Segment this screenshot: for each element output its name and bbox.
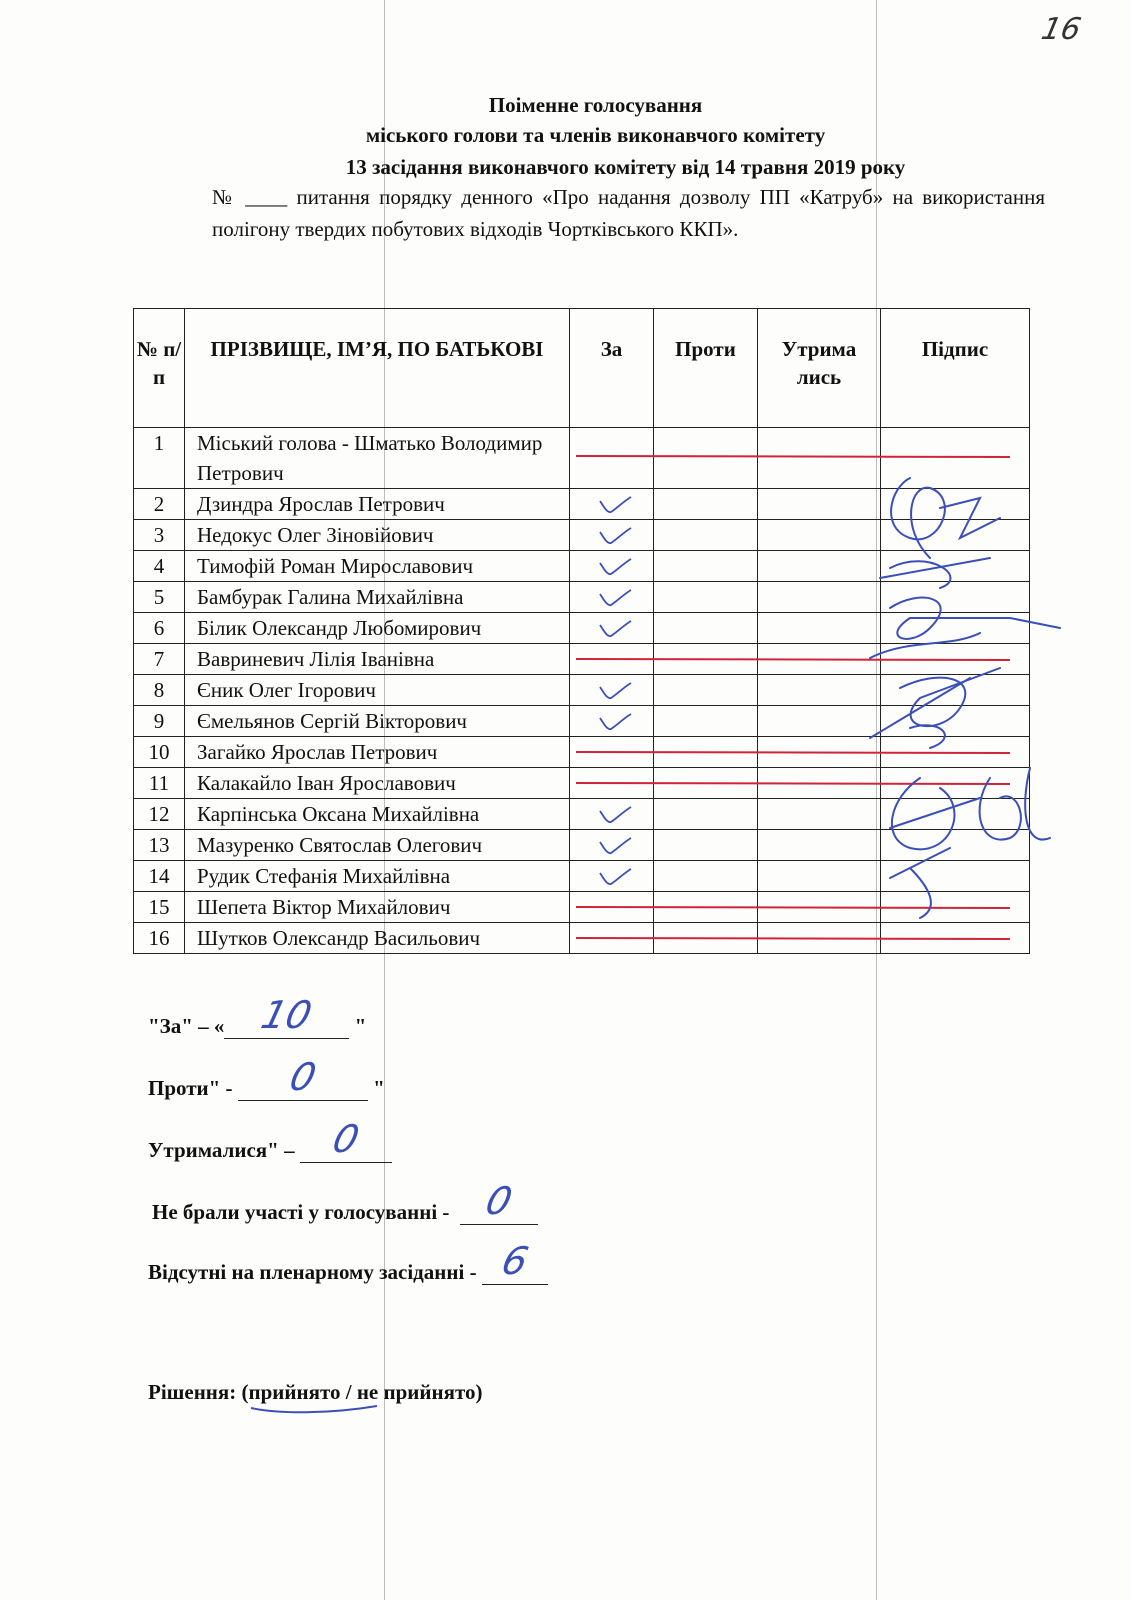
member-name: Вавриневич Лілія Іванівна bbox=[185, 644, 570, 675]
table-row bbox=[134, 923, 1030, 954]
member-name: Міський голова - Шматько Володимир Петрович bbox=[185, 428, 570, 489]
signature-cell bbox=[881, 582, 1030, 613]
vote-abstained-cell bbox=[758, 923, 881, 954]
header-against: Проти bbox=[654, 309, 758, 428]
member-name: Калакайло Іван Ярославович bbox=[185, 768, 570, 799]
summary-not-voting-field bbox=[460, 1179, 538, 1225]
member-name: Шепета Віктор Михайлович bbox=[185, 892, 570, 923]
summary-absent-field bbox=[482, 1239, 548, 1285]
summary-not-voting-label: Не брали участі у голосуванні - bbox=[152, 1200, 450, 1224]
table-row bbox=[134, 520, 1030, 551]
vote-abstained-cell bbox=[758, 644, 881, 675]
vote-table bbox=[133, 308, 1030, 954]
vote-against-cell bbox=[654, 830, 758, 861]
member-name: Ємельянов Сергій Вікторович bbox=[185, 706, 570, 737]
checkmark-icon bbox=[598, 867, 632, 887]
signature-cell bbox=[881, 923, 1030, 954]
row-number: 6 bbox=[134, 613, 185, 644]
row-number: 13 bbox=[134, 830, 185, 861]
row-number: 11 bbox=[134, 768, 185, 799]
vote-against-cell bbox=[654, 861, 758, 892]
signature-cell bbox=[881, 768, 1030, 799]
vote-against-cell bbox=[654, 892, 758, 923]
member-name: Шутков Олександр Васильович bbox=[185, 923, 570, 954]
table-row bbox=[134, 644, 1030, 675]
table-row bbox=[134, 613, 1030, 644]
decision-open: ( bbox=[241, 1380, 249, 1404]
summary-against-close: " bbox=[373, 1076, 385, 1100]
row-number: 9 bbox=[134, 706, 185, 737]
vote-against-cell bbox=[654, 644, 758, 675]
row-number: 10 bbox=[134, 737, 185, 768]
summary-abstained-line bbox=[148, 1117, 392, 1163]
summary-against-label: Проти" - bbox=[148, 1076, 233, 1100]
signature-cell bbox=[881, 861, 1030, 892]
signature-cell bbox=[881, 737, 1030, 768]
vote-for-cell bbox=[570, 613, 654, 644]
row-number: 12 bbox=[134, 799, 185, 830]
summary-not-voting-line bbox=[152, 1179, 538, 1225]
vote-abstained-cell bbox=[758, 675, 881, 706]
vote-for-cell bbox=[570, 830, 654, 861]
signature-cell bbox=[881, 799, 1030, 830]
summary-abstained-value: 0 bbox=[328, 1117, 364, 1161]
table-row bbox=[134, 892, 1030, 923]
table-row bbox=[134, 737, 1030, 768]
checkmark-icon bbox=[598, 619, 632, 639]
table-row bbox=[134, 768, 1030, 799]
header-abstained: Утрима лись bbox=[758, 309, 881, 428]
vote-for-cell bbox=[570, 644, 654, 675]
vote-abstained-cell bbox=[758, 799, 881, 830]
vote-for-cell bbox=[570, 768, 654, 799]
row-number: 14 bbox=[134, 861, 185, 892]
vote-for-cell bbox=[570, 892, 654, 923]
signature-cell bbox=[881, 613, 1030, 644]
table-row bbox=[134, 675, 1030, 706]
summary-absent-label: Відсутні на пленарному засіданні - bbox=[148, 1260, 477, 1284]
member-name: Тимофій Роман Мирославович bbox=[185, 551, 570, 582]
table-row bbox=[134, 428, 1030, 489]
vote-abstained-cell bbox=[758, 428, 881, 489]
header-signature: Підпис bbox=[881, 309, 1030, 428]
summary-for-line bbox=[148, 993, 367, 1039]
decision-rest: / не прийнято) bbox=[340, 1380, 483, 1404]
vote-against-cell bbox=[654, 923, 758, 954]
vote-for-cell bbox=[570, 706, 654, 737]
signature-cell bbox=[881, 706, 1030, 737]
decision-adopted-text: прийнято bbox=[248, 1380, 341, 1404]
row-number: 15 bbox=[134, 892, 185, 923]
agenda-item-text: № ____ питання порядку денного «Про надання дозволу ПП «Катруб» на використання полігону твердих побутових відходів Чортківського ККП». bbox=[212, 185, 1045, 241]
vote-abstained-cell bbox=[758, 489, 881, 520]
page-number: 16 bbox=[1038, 12, 1084, 47]
checkmark-icon bbox=[598, 495, 632, 515]
vote-for-cell bbox=[570, 582, 654, 613]
title-line-3: 13 засідання виконавчого комітету від 14 травня 2019 року bbox=[345, 155, 906, 179]
summary-abstained-label: Утрималися" – bbox=[148, 1138, 295, 1162]
header-for: За bbox=[570, 309, 654, 428]
vote-abstained-cell bbox=[758, 520, 881, 551]
vote-abstained-cell bbox=[758, 551, 881, 582]
header-num: № п/ п bbox=[134, 309, 185, 428]
row-number: 5 bbox=[134, 582, 185, 613]
header-name: ПРІЗВИЩЕ, ІМ’Я, ПО БАТЬКОВІ bbox=[185, 309, 570, 428]
member-name: Дзиндра Ярослав Петрович bbox=[185, 489, 570, 520]
title-line-2: міського голови та членів виконавчого комітету bbox=[365, 123, 826, 147]
vote-for-cell bbox=[570, 799, 654, 830]
member-name: Недокус Олег Зіновійович bbox=[185, 520, 570, 551]
vote-against-cell bbox=[654, 520, 758, 551]
vote-against-cell bbox=[654, 706, 758, 737]
summary-absent-value: 6 bbox=[497, 1239, 533, 1283]
summary-not-voting-value: 0 bbox=[481, 1179, 517, 1223]
vote-abstained-cell bbox=[758, 892, 881, 923]
vote-abstained-cell bbox=[758, 861, 881, 892]
signature-cell bbox=[881, 428, 1030, 489]
table-row bbox=[134, 582, 1030, 613]
table-row bbox=[134, 830, 1030, 861]
summary-against-value: 0 bbox=[285, 1055, 321, 1099]
summary-for-label: "За" – « bbox=[148, 1014, 225, 1038]
checkmark-icon bbox=[598, 557, 632, 577]
vote-abstained-cell bbox=[758, 582, 881, 613]
vote-for-cell bbox=[570, 675, 654, 706]
signature-cell bbox=[881, 551, 1030, 582]
vote-against-cell bbox=[654, 551, 758, 582]
row-number: 7 bbox=[134, 644, 185, 675]
vote-abstained-cell bbox=[758, 830, 881, 861]
signature-cell bbox=[881, 830, 1030, 861]
title-line-1: Поіменне голосування bbox=[488, 93, 703, 117]
vote-abstained-cell bbox=[758, 706, 881, 737]
table-row bbox=[134, 706, 1030, 737]
summary-against-line bbox=[148, 1055, 385, 1101]
vote-against-cell bbox=[654, 582, 758, 613]
vote-for-cell bbox=[570, 923, 654, 954]
table-row bbox=[134, 489, 1030, 520]
member-name: Мазуренко Святослав Олегович bbox=[185, 830, 570, 861]
member-name: Білик Олександр Любомирович bbox=[185, 613, 570, 644]
signature-cell bbox=[881, 675, 1030, 706]
vote-table-header bbox=[134, 309, 1030, 428]
table-row bbox=[134, 799, 1030, 830]
vote-against-cell bbox=[654, 613, 758, 644]
summary-for-close: " bbox=[354, 1014, 367, 1038]
member-name: Загайко Ярослав Петрович bbox=[185, 737, 570, 768]
vote-against-cell bbox=[654, 737, 758, 768]
decision-adopted bbox=[249, 1380, 341, 1404]
row-number: 1 bbox=[134, 428, 185, 489]
row-number: 4 bbox=[134, 551, 185, 582]
vote-against-cell bbox=[654, 489, 758, 520]
summary-for-value: 10 bbox=[257, 993, 317, 1037]
checkmark-icon bbox=[598, 526, 632, 546]
underline-mark bbox=[249, 1402, 379, 1416]
row-number: 8 bbox=[134, 675, 185, 706]
signature-cell bbox=[881, 644, 1030, 675]
summary-against-field bbox=[238, 1055, 368, 1101]
checkmark-icon bbox=[598, 805, 632, 825]
checkmark-icon bbox=[598, 681, 632, 701]
vote-abstained-cell bbox=[758, 613, 881, 644]
vote-abstained-cell bbox=[758, 768, 881, 799]
signature-cell bbox=[881, 520, 1030, 551]
checkmark-icon bbox=[598, 588, 632, 608]
vote-for-cell bbox=[570, 489, 654, 520]
table-row bbox=[134, 861, 1030, 892]
checkmark-icon bbox=[598, 836, 632, 856]
summary-for-field bbox=[224, 993, 349, 1039]
checkmark-icon bbox=[598, 712, 632, 732]
member-name: Єник Олег Ігорович bbox=[185, 675, 570, 706]
vote-for-cell bbox=[570, 520, 654, 551]
vote-against-cell bbox=[654, 799, 758, 830]
vote-for-cell bbox=[570, 737, 654, 768]
vote-abstained-cell bbox=[758, 737, 881, 768]
vote-against-cell bbox=[654, 428, 758, 489]
member-name: Карпінська Оксана Михайлівна bbox=[185, 799, 570, 830]
decision-line bbox=[148, 1380, 482, 1405]
vote-against-cell bbox=[654, 675, 758, 706]
vote-for-cell bbox=[570, 428, 654, 489]
summary-absent-line bbox=[148, 1239, 548, 1285]
summary-abstained-field bbox=[300, 1117, 392, 1163]
vote-against-cell bbox=[654, 768, 758, 799]
row-number: 3 bbox=[134, 520, 185, 551]
decision-label: Рішення: bbox=[148, 1380, 237, 1404]
table-row bbox=[134, 551, 1030, 582]
row-number: 2 bbox=[134, 489, 185, 520]
row-number: 16 bbox=[134, 923, 185, 954]
member-name: Бамбурак Галина Михайлівна bbox=[185, 582, 570, 613]
signature-cell bbox=[881, 489, 1030, 520]
vote-for-cell bbox=[570, 861, 654, 892]
signature-cell bbox=[881, 892, 1030, 923]
member-name: Рудик Стефанія Михайлівна bbox=[185, 861, 570, 892]
vote-for-cell bbox=[570, 551, 654, 582]
